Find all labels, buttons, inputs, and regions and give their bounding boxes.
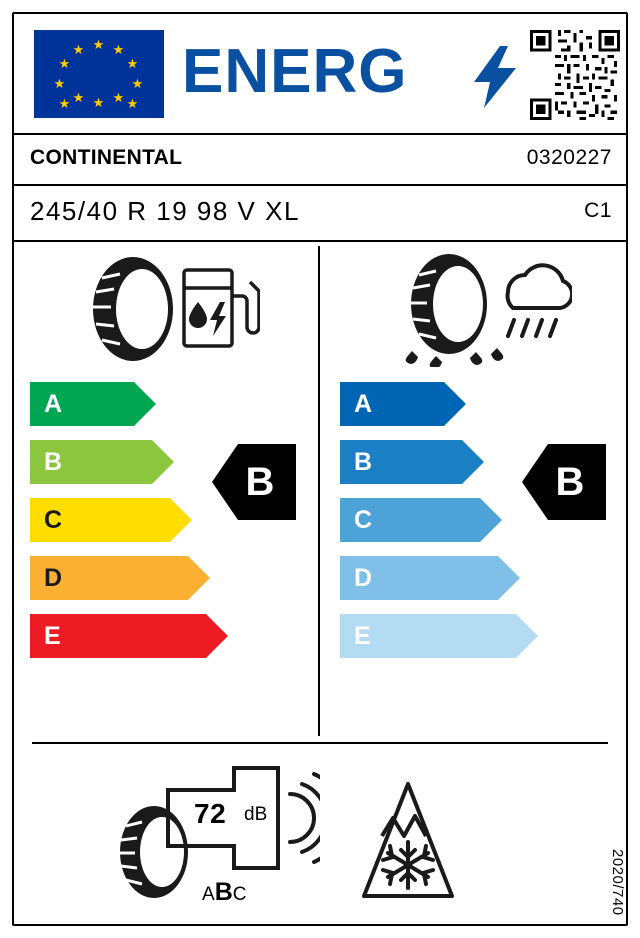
fuel-result-letter: B (245, 460, 275, 504)
grade-letter: C (44, 506, 63, 534)
grade-row (340, 556, 538, 600)
grade-row (30, 498, 228, 542)
part-number: 0320227 (526, 146, 612, 169)
grade-row (30, 556, 228, 600)
grade-row (340, 614, 538, 658)
grade-row (340, 440, 538, 484)
noise-class-c: C (232, 884, 247, 905)
grade-letter: D (354, 564, 373, 592)
fuel-efficiency-result (212, 444, 296, 520)
page-title: ENERG (182, 37, 408, 106)
tire-size: 245/40 R 19 98 V XL (30, 196, 300, 226)
wet-result-letter: B (555, 460, 585, 504)
grade-letter: E (44, 622, 61, 650)
eu-flag-icon: ★ ★ ★ ★ ★ ★ ★ ★ ★ ★ ★ ★ (34, 30, 164, 118)
qr-code-icon (530, 30, 620, 120)
tire-class-code: C1 (584, 199, 612, 222)
noise-value: 72 (194, 798, 227, 829)
divider-size (14, 240, 626, 242)
grade-row (30, 614, 228, 658)
grade-row (340, 498, 538, 542)
grade-letter: A (354, 390, 373, 418)
grade-letter: B (354, 448, 373, 476)
grade-letter: A (44, 390, 63, 418)
three-peak-mountain-snowflake-icon (348, 778, 468, 908)
grade-letter: C (354, 506, 373, 534)
lightning-bolt-icon (474, 46, 516, 108)
label-header (14, 14, 626, 132)
wet-grip-scale (340, 382, 538, 672)
brand-name: CONTINENTAL (30, 146, 183, 169)
grade-letter: B (44, 448, 63, 476)
noise-class-b: B (214, 878, 233, 906)
divider-vertical (318, 246, 320, 736)
noise-section (110, 760, 320, 920)
grade-row (30, 382, 228, 426)
noise-unit: dB (244, 804, 268, 825)
tire-rain-cloud-icon (392, 252, 572, 367)
wet-grip-result (522, 444, 606, 520)
divider-bottom (32, 742, 608, 744)
grade-row (30, 440, 228, 484)
divider-top (14, 133, 626, 135)
divider-brand (14, 184, 626, 186)
date-code: 2020/740 (609, 849, 626, 916)
grade-letter: E (354, 622, 371, 650)
grade-letter: D (44, 564, 63, 592)
noise-class-a: A (202, 884, 215, 905)
grade-row (340, 382, 538, 426)
tire-fuel-pump-icon (80, 252, 260, 367)
noise-class-row (202, 878, 246, 907)
fuel-efficiency-scale (30, 382, 228, 672)
